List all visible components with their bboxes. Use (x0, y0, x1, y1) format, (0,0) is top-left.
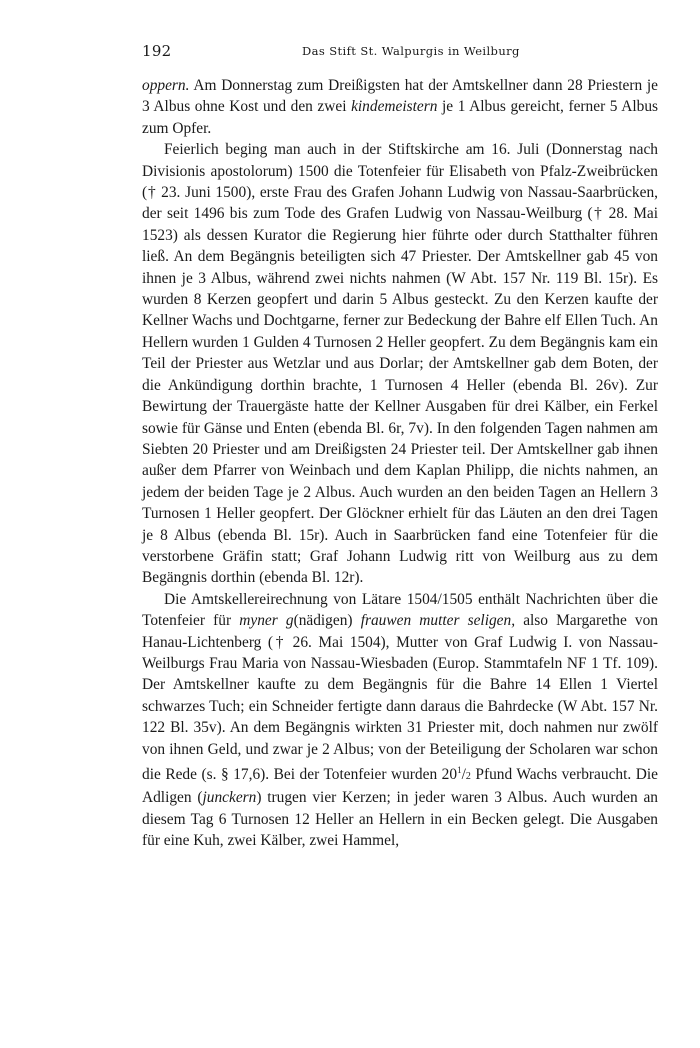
text-run: Feierlich beging man auch in der Stiftskirche am 16. Juli (Donnerstag nach Divisionis apostolorum) 1500 die Totenfeier für Elisabeth von Pfalz-Zweibrücken († 23. Juni 1500), erste Frau des Grafen Johann Ludwig von Nassau-Saarbrücken, der seit 1496 bis zum Tode des Grafen Ludwig von Nassau-Weilburg († 28. Mai 1523) als dessen Kurator die Regierung hier führte oder durch Statthalter führen ließ. An dem Begängnis beteiligten sich 47 Priester. Der Amtskellner gab 45 von ihnen je 3 Albus, während zwei nichts nahmen (W Abt. 157 Nr. 119 Bl. 15r). Es wurden 8 Kerzen geopfert und darin 5 Albus gesteckt. Zu den Kerzen kaufte der Kellner Wachs und Dochtgarne, ferner zur Bedeckung der Bahre elf Ellen Tuch. An Hellern wurden 1 Gulden 4 Turnosen 2 Heller geopfert. Zu dem Begängnis kam ein Teil der Priester aus Wetzlar und aus Dorlar; der Amtskellner gab dem Boten, der die Ankündigung dorthin brachte, 1 Turnosen 4 Heller (ebenda Bl. 26v). Zur Bewirtung der Trauergäste hatte der Kellner Ausgaben für drei Kälber, ein Ferkel sowie für Gänse und Enten (ebenda Bl. 6r, 7v). In den folgenden Tagen nahmen am Siebten 20 Priester und am Dreißigsten 24 Priester teil. Der Amtskellner gab ihnen außer dem Pfarrer von Weinbach und dem Kaplan Philipp, die nichts nahmen, an jedem der beiden Tage je 2 Albus. Auch wurden an den beiden Tagen an Hellern 3 Turnosen 1 Heller geopfert. Der Glöckner erhielt für das Läuten an den drei Tagen je 8 Albus (ebenda Bl. 15r). Auch in Saarbrücken fand eine Totenfeier für die verstorbene Gräfin statt; Graf Johann Ludwig ritt von Weilburg aus zu dem Begängnis dorthin (ebenda Bl. 12r). (142, 141, 658, 587)
text-run: ) trugen vier Kerzen; in jeder waren 3 Albus. Auch wurden an diesem Tag 6 Turnosen 12 Heller an Hellern in ein Becken gelegt. Die Ausgaben für eine Kuh, zwei Kälber, zwei Hammel, (142, 789, 658, 850)
text-run: je 1 Albus gereicht, ferner 5 Albus zum Opfer. (142, 98, 659, 137)
text-run: Am Donnerstag zum Dreißigsten hat der Amtskellner dann 28 Priestern je 3 Albus ohne Kost und den zwei (142, 77, 658, 116)
text-run: / (461, 766, 466, 783)
italic-term: frauwen mutter seligen, (360, 612, 516, 630)
text-run: (nädigen) (293, 612, 361, 630)
italic-term: myner g (239, 612, 294, 630)
page-number: 192 (142, 42, 172, 60)
fraction-numerator: 1 (457, 765, 462, 775)
italic-term: oppern. (142, 77, 190, 94)
text-run: Die Amtskellereirechnung von Lätare 1504/1505 enthält Nachrichten über die Totenfeier für (142, 590, 658, 630)
paragraph (142, 75, 658, 139)
fraction-denominator: 2 (465, 771, 471, 782)
body-text (142, 75, 658, 852)
text-run: also Margarethe von Hanau-Lichtenberg († 26. Mai 1504), Mutter von Graf Ludwig I. von Nassau-Weilburgs Frau Maria von Nassau-Wiesbaden (Europ. Stammtafeln NF 1 Tf. 109). Der Amtskellner kaufte zu dem Begängnis für die Bahre 14 Ellen 1 Viertel schwarzes Tuch; ein Schneider fertigte dann daraus die Bahrdecke (W Abt. 157 Nr. 122 Bl. 35v). An dem Begängnis wirkten 31 Priester mit, doch nahmen nur zwölf von ihnen Geld, und zwar je 2 Albus; von der Beteiligung der Scholaren war schon die Rede (s. § 17,6). Bei der Totenfeier wurden 20 (142, 612, 658, 783)
italic-term: junckern (202, 789, 257, 807)
page-header (142, 42, 568, 62)
running-title: Das Stift St. Walpurgis in Weilburg (302, 44, 520, 58)
paragraph (142, 139, 658, 589)
text-run: Pfund Wachs verbraucht. Die Adligen ( (142, 766, 658, 807)
paragraph (142, 589, 658, 852)
italic-term: kindemeistern (351, 98, 438, 116)
